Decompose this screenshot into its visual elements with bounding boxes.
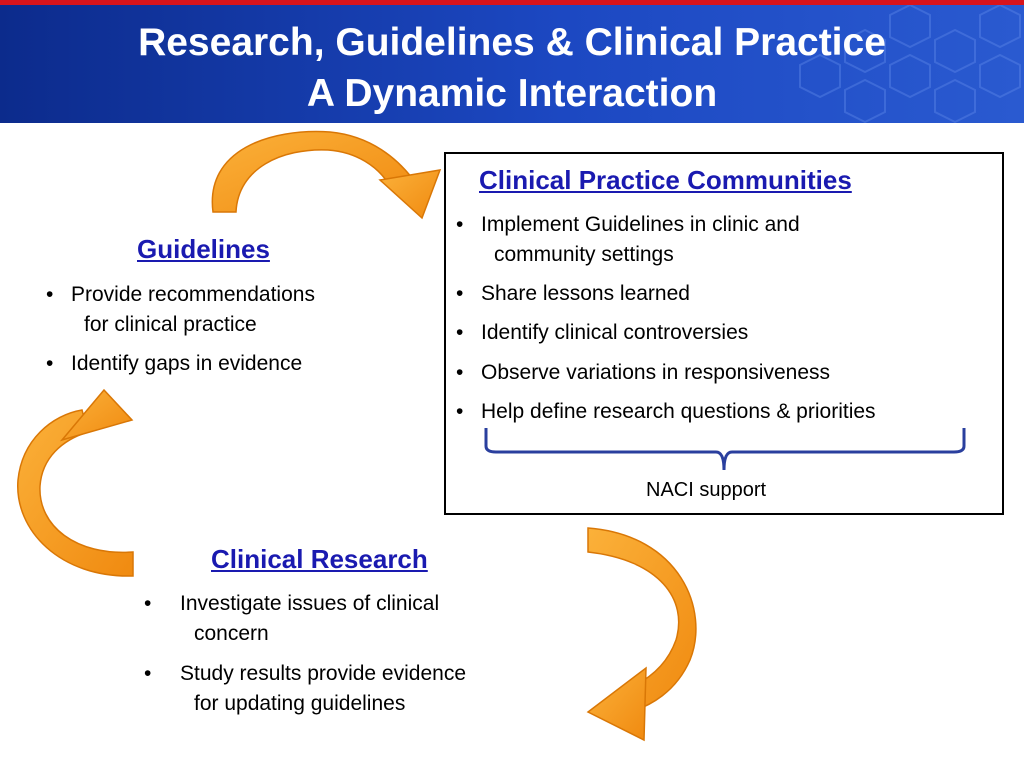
- communities-heading: Clinical Practice Communities: [479, 165, 852, 195]
- bullet-text: Provide recommendations: [71, 283, 315, 306]
- bullet-text-cont: community settings: [494, 243, 674, 266]
- bullet-text-cont: for updating guidelines: [194, 692, 406, 715]
- bullet-text: Help define research questions & priorities: [481, 400, 876, 423]
- bullet-text: Identify gaps in evidence: [71, 352, 303, 375]
- bullet-marker: •: [456, 282, 464, 305]
- bullet-marker: •: [456, 400, 464, 423]
- bullet-marker: •: [46, 283, 54, 306]
- bullet-marker: •: [456, 213, 464, 236]
- bullet-text: Study results provide evidence: [180, 662, 466, 685]
- bullet-marker: •: [144, 662, 152, 685]
- bullet-marker: •: [46, 352, 54, 375]
- bullet-text: Share lessons learned: [481, 282, 690, 305]
- title-line-2: A Dynamic Interaction: [306, 72, 718, 115]
- naci-support-label: NACI support: [646, 479, 767, 501]
- bullet-marker: •: [144, 592, 152, 615]
- bullet-text-cont: for clinical practice: [84, 313, 257, 336]
- guidelines-heading: Guidelines: [137, 234, 270, 264]
- bullet-text: Identify clinical controversies: [481, 321, 749, 344]
- bullet-text: Investigate issues of clinical: [180, 592, 440, 615]
- bullet-text-cont: concern: [194, 622, 269, 645]
- bullet-marker: •: [456, 361, 464, 384]
- bullet-marker: •: [456, 321, 464, 344]
- title-line-1: Research, Guidelines & Clinical Practice: [138, 21, 886, 64]
- bullet-text: Observe variations in responsiveness: [481, 361, 831, 384]
- bullet-text: Implement Guidelines in clinic and: [481, 213, 800, 236]
- research-heading: Clinical Research: [211, 544, 428, 574]
